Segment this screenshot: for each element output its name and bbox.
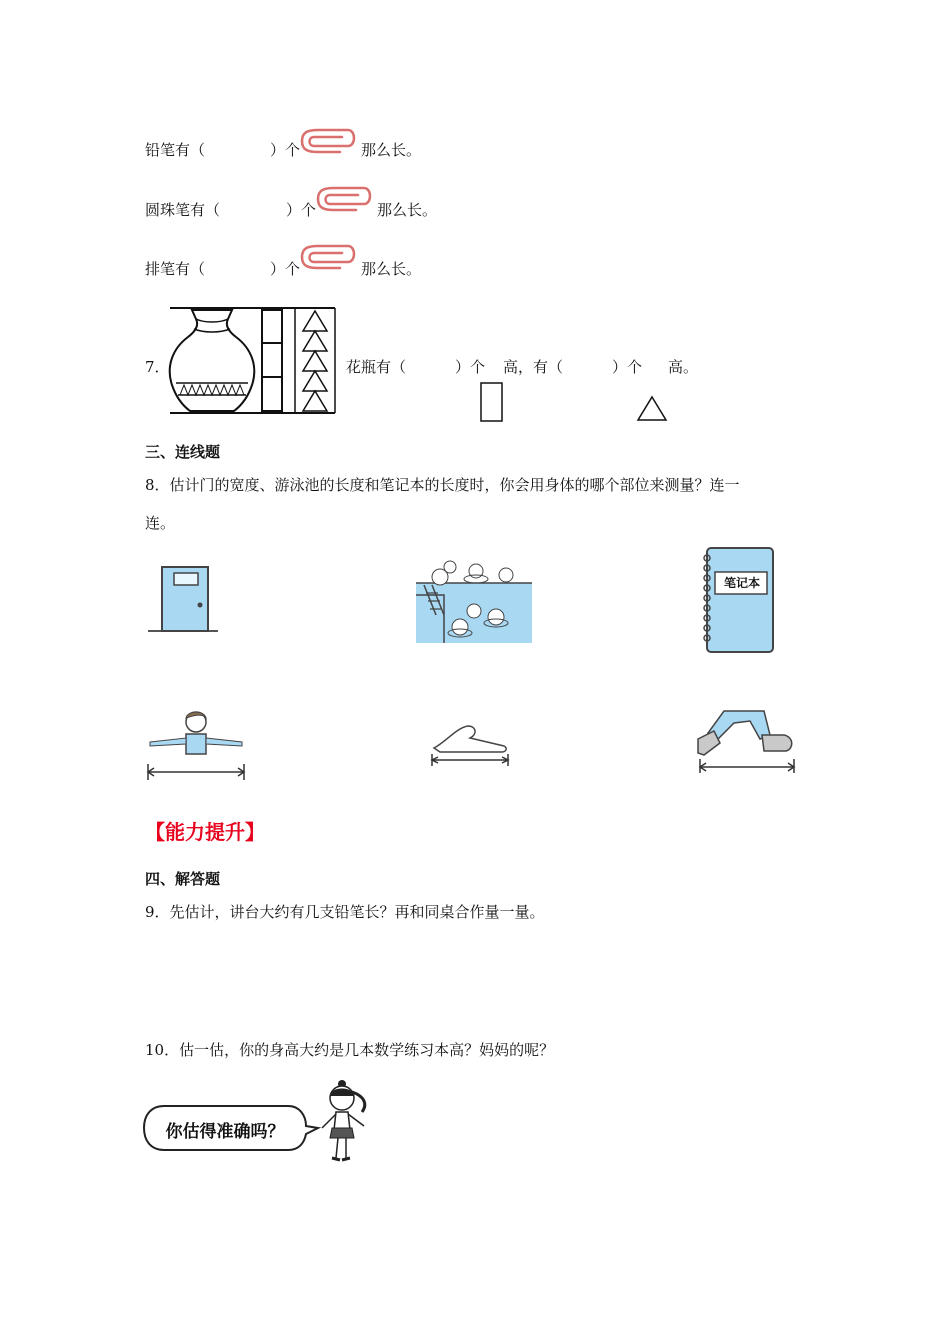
q8-line-2: 连。 (145, 514, 176, 532)
q6-row-1-mid: ）个 (270, 141, 301, 159)
q6-row-1-prefix: 铅笔有（ (145, 141, 206, 159)
q10-text: 10．估一估，你的身高大约是几本数学练习本高？妈妈的呢？ (145, 1041, 555, 1059)
bubble-text: 你估得准确吗？ (165, 1122, 285, 1142)
section-3-heading: 三、连线题 (145, 443, 221, 461)
paperclip-icon (296, 128, 358, 154)
q6-row-3-prefix: 排笔有（ (145, 260, 206, 278)
swimming-pool-image (414, 555, 534, 647)
vase-figure (170, 305, 340, 417)
q9-text: 9．先估计，讲台大约有几支铅笔长？再和同桌合作量一量。 (145, 903, 545, 921)
arm-span-image (146, 708, 246, 780)
notebook-image (701, 546, 775, 654)
q6-row-2-mid: ）个 (286, 201, 317, 219)
q8-line-1: 8．估计门的宽度、游泳池的长度和笔记本的长度时，你会用身体的哪个部位来测量？连一 (145, 476, 740, 494)
door-image (148, 563, 218, 633)
q7-text-2: ）个 (455, 358, 486, 376)
q6-row-3-mid: ）个 (270, 260, 301, 278)
notebook-label: 笔记本 (723, 576, 760, 590)
section-4-heading: 四、解答题 (145, 870, 221, 888)
ability-heading: 【能力提升】 (145, 820, 265, 844)
q6-row-2-suffix: 那么长。 (377, 201, 438, 219)
q7-number: 7． (145, 358, 170, 376)
q7-text-3: 高，有（ (503, 358, 564, 376)
girl-figure (312, 1068, 372, 1168)
hand-span-image (430, 720, 510, 770)
q6-row-1 (145, 140, 205, 160)
q6-row-2-prefix: 圆珠笔有（ (145, 201, 221, 219)
q6-row-1-suffix: 那么长。 (361, 141, 422, 159)
paperclip-icon (296, 244, 358, 270)
triangle-icon (637, 396, 669, 422)
q7-text-5: 高。 (668, 358, 699, 376)
q7-text-1: 花瓶有（ (346, 358, 407, 376)
rectangle-icon (480, 382, 504, 422)
stride-image (694, 709, 798, 775)
q7-text-4: ）个 (612, 358, 643, 376)
q6-row-3-suffix: 那么长。 (361, 260, 422, 278)
paperclip-icon (312, 186, 374, 212)
